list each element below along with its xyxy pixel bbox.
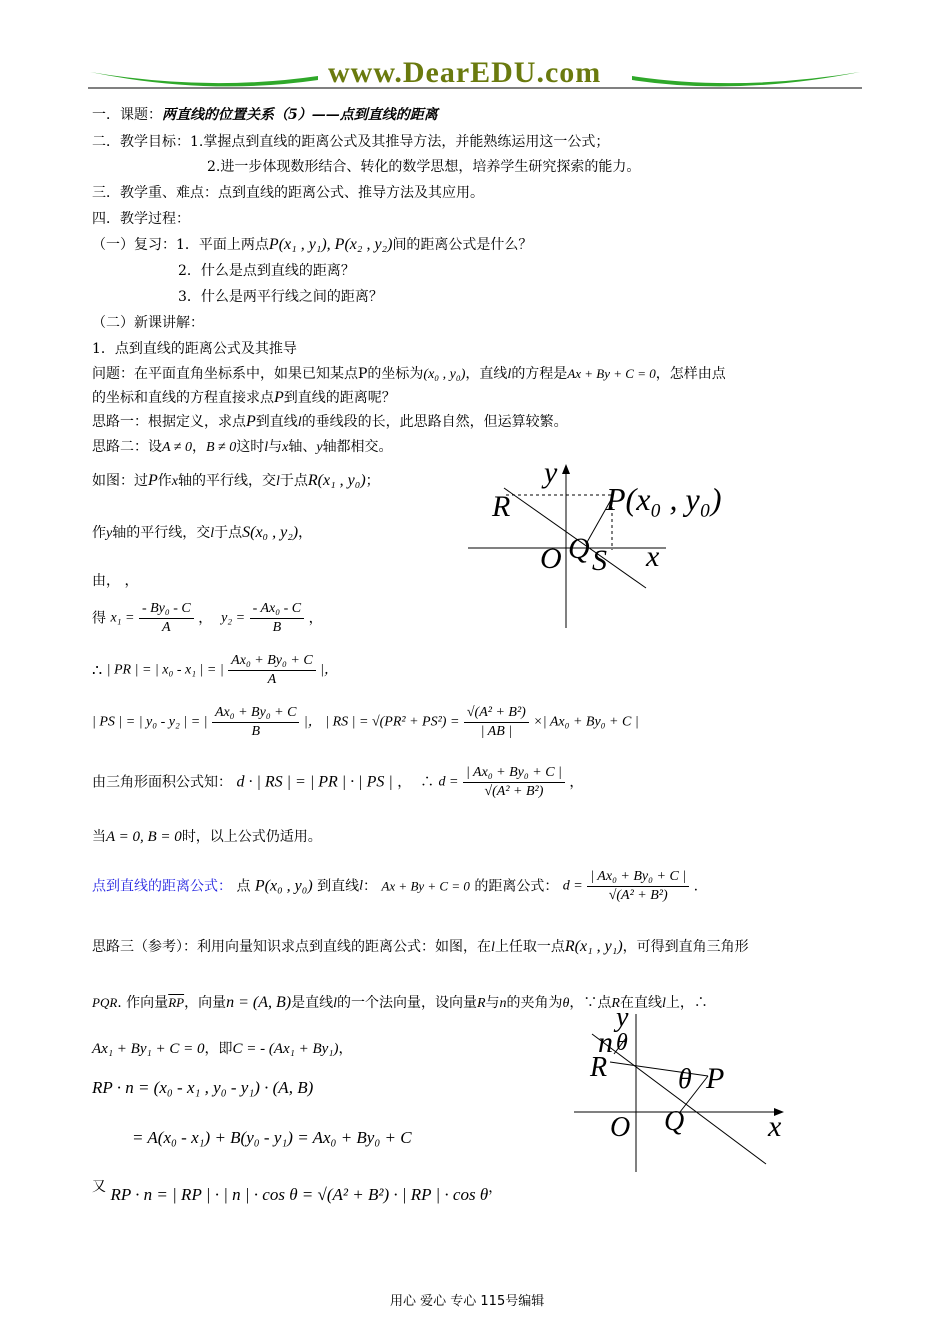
line-dot-product-2: = A(x₀ - x₁) + B(y₀ - y₁) = Ax₀ + By₀ + C: [132, 1128, 412, 1147]
fig1-y-arrow: [562, 464, 570, 474]
rs-fraction: $\frac{\text{√(A² + B²)}}{| AB |}$: [464, 704, 529, 741]
line-dot-product-1: RP · n = (x₀ - x₁ , y₀ - y₁) · (A, B): [92, 1078, 314, 1097]
line-problem-2: 的坐标和直线的方程直接求点P到直线的距离呢？: [92, 389, 396, 406]
line-dot-product-3: 又 RP · n = | RP | · | n | · cos θ = √(A² + B²) · | RP | · cos θ，: [92, 1179, 503, 1204]
fig2-label-o: O: [610, 1112, 631, 1143]
ps-fraction: $\frac{\text{Ax₀ + By₀ + C}}{B}$: [212, 704, 300, 741]
fig2-segment-rp: [610, 1062, 708, 1076]
line-area: 由三角形面积公式知： d · | RS | = | PR | · | PS | ， ∴ d = $\frac{\text{| Ax₀ + By₀ + C |}}{\text{√(A² + B²)}}$ ，: [92, 765, 584, 799]
line-goal-1: 二．教学目标：1.掌握点到直线的距离公式及其推导方法，并能熟练运用这一公式；: [92, 134, 610, 150]
fig1-label-s: S: [592, 544, 607, 577]
fig2-label-p: P: [706, 1062, 725, 1095]
line-fig-desc-1: 如图：过P作x轴的平行线，交l于点R(x₁ , y₀)；: [92, 472, 380, 489]
topic-title: 两直线的位置关系（5）——点到直线的距离: [162, 107, 438, 123]
x1-fraction: $\frac{\text{- By₀ - C}}{A}$: [139, 600, 194, 637]
line-on-line: Ax₁ + By₁ + C = 0，即C = - (Ax₁ + By₁)，: [92, 1041, 353, 1057]
fig1-label-r: R: [492, 490, 511, 523]
line-special-case: 当A = 0, B = 0时，以上公式仍适用。: [92, 829, 322, 845]
y2-fraction: $\frac{\text{- Ax₀ - C}}{B}$: [250, 600, 305, 637]
page-footer: 用心 爱心 专心 115号编辑: [390, 1294, 545, 1309]
formula-fraction: $\frac{\text{| Ax₀ + By₀ + C |}}{\text{√(A² + B²)}}$: [587, 868, 689, 905]
distance-fraction: $\frac{\text{| Ax₀ + By₀ + C |}}{\text{√(A² + B²)}}$: [463, 764, 565, 801]
fig1-label-o: O: [540, 542, 562, 575]
pr-fraction: $\frac{\text{Ax₀ + By₀ + C}}{A}$: [228, 652, 316, 689]
line-formula: 点到直线的距离公式： 点 P(x₀ , y₀) 到直线l： Ax + By + C = 0 的距离公式： d = $\frac{\text{| Ax₀ + By₀ + C |}}{\text{√(A² + B²)}}$ .: [92, 869, 699, 903]
header-banner: [88, 56, 862, 92]
line-keypoints: 三．教学重、难点：点到直线的距离公式、推导方法及其应用。: [92, 185, 484, 201]
figure-2: [570, 1004, 800, 1174]
line-problem-1: 问题：在平面直角坐标系中，如果已知某点P的坐标为(x₀ , y₀)，直线l的方程是Ax + By + C = 0，怎样由点: [92, 366, 726, 382]
fig2-label-theta: θ: [678, 1064, 692, 1095]
line-review-3: 3．什么是两平行线之间的距离？: [178, 289, 383, 305]
line-review-1: （一）复习：1．平面上两点P(x₁ , y₁), P(x₂ , y₂)间的距离公式是什么？: [92, 236, 533, 253]
line-solve: 得 x₁ = $\frac{\text{- By₀ - C}}{A}$ ， y₂ = $\frac{\text{- Ax₀ - C}}{B}$ ，: [92, 601, 323, 635]
formula-label: 点到直线的距离公式：: [92, 878, 232, 895]
line-goal-2: 2.进一步体现数形结合、转化的数学思想，培养学生研究探索的能力。: [207, 159, 641, 175]
line-ps-rs: | PS | = | y₀ - y₂ | = | $\frac{\text{Ax₀ + By₀ + C}}{B}$ |， | RS | = √(PR² + PS²) = $\frac{\text{√(A² + B²)}}{| AB |}$ ×| Ax₀ + By₀ + C |: [92, 705, 639, 739]
line-idea-3: 思路三（参考）：利用向量知识求点到直线的距离公式：如图，在l上任取一点R(x₁ , y₁)，可得到直角三角形: [92, 938, 749, 955]
fig1-label-y: y: [544, 456, 558, 489]
line-section-1: 1．点到直线的距离公式及其推导: [92, 341, 297, 357]
line-idea-2: 思路二：设A ≠ 0，B ≠ 0这时l与x轴、y轴都相交。: [92, 439, 393, 455]
line-pr: ∴ | PR | = | x₀ - x₁ | = | $\frac{\text{Ax₀ + By₀ + C}}{A}$ |，: [92, 653, 338, 687]
line-fig-desc-2: 作y轴的平行线，交l于点S(x₀ , y₂)，: [92, 524, 313, 541]
line-topic: 一．课题：两直线的位置关系（5）——点到直线的距离: [92, 107, 438, 123]
fig2-label-n: n: [598, 1026, 613, 1059]
line-equations: 由， ，: [92, 573, 139, 589]
fig2-label-q: Q: [664, 1106, 685, 1137]
line-new-lesson: （二）新课讲解：: [92, 315, 204, 331]
fig1-label-x: x: [646, 540, 660, 573]
fig2-label-y: y: [616, 1002, 629, 1033]
fig1-label-q: Q: [568, 532, 590, 565]
fig2-label-theta-1: θ: [616, 1030, 628, 1056]
fig2-label-x: x: [768, 1110, 782, 1143]
line-review-2: 2．什么是点到直线的距离？: [178, 263, 355, 279]
figure-1: [466, 456, 722, 633]
line-vector: PQR. 作向量$\overline{RP}$，向量n = (A, B)是直线l的一个法向量，设向量R与n的夹角为θ，∵点R在直线l上，∴: [92, 994, 708, 1011]
header-logo: www.DearEDU.com: [328, 56, 602, 89]
line-idea-1: 思路一：根据定义，求点P到直线l的垂线段的长，此思路自然，但运算较繁。: [92, 413, 568, 430]
fig1-label-p: P(x₀ , y₀): [606, 481, 722, 517]
fig2-label-r: R: [590, 1052, 608, 1083]
line-process: 四．教学过程：: [92, 211, 190, 227]
